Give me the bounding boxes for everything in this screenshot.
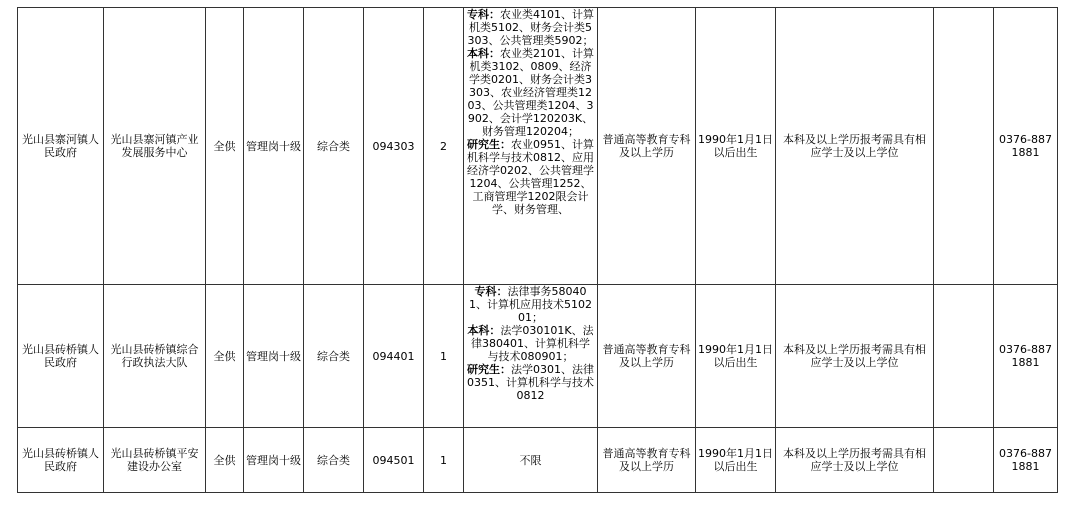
code-cell: 094501 xyxy=(364,428,424,493)
phone-cell: 0376-8871881 xyxy=(994,428,1058,493)
category-cell: 综合类 xyxy=(304,8,364,285)
employer-cell: 光山县砖桥镇人民政府 xyxy=(18,428,104,493)
unit-cell: 光山县砖桥镇平安建设办公室 xyxy=(104,428,206,493)
count-cell: 1 xyxy=(424,428,464,493)
position-cell: 管理岗十级 xyxy=(244,285,304,428)
other-cell xyxy=(934,8,994,285)
education-cell: 普通高等教育专科及以上学历 xyxy=(598,8,696,285)
major-text: 农业类2101、计算机类3102、0809、经济学类0201、财务会计类3303、农业经济管理类1203、公共管理类1204、3902、会计学120203K、财务管理120204； xyxy=(467,47,594,138)
position-cell: 管理岗十级 xyxy=(244,8,304,285)
degree-cell: 本科及以上学历报考需具有相应学士及以上学位 xyxy=(776,285,934,428)
education-cell: 普通高等教育专科及以上学历 xyxy=(598,285,696,428)
major-level-label: 本科： xyxy=(467,47,500,60)
table-row xyxy=(18,428,1058,493)
major-text: 农业类4101、计算机类5102、财务会计类5303、公共管理类5902； xyxy=(467,8,594,47)
major-text: 法学030101K、法律380401、计算机科学与技术080901； xyxy=(471,324,594,363)
unit-cell: 光山县寨河镇产业发展服务中心 xyxy=(104,8,206,285)
phone-cell: 0376-8871881 xyxy=(994,285,1058,428)
code-cell: 094303 xyxy=(364,8,424,285)
count-cell: 2 xyxy=(424,8,464,285)
table-row xyxy=(18,285,1058,428)
major-segment xyxy=(467,47,594,138)
employer-cell: 光山县寨河镇人民政府 xyxy=(18,8,104,285)
major-segment xyxy=(467,363,594,402)
major-cell: 不限 xyxy=(464,428,598,493)
funding-cell: 全供 xyxy=(206,8,244,285)
major-level-label: 研究生： xyxy=(467,138,511,151)
recruitment-table-wrapper xyxy=(17,7,1058,493)
major-level-label: 专科： xyxy=(474,285,508,298)
major-level-label: 专科： xyxy=(467,8,500,21)
category-cell: 综合类 xyxy=(304,285,364,428)
major-segment xyxy=(467,324,594,363)
table-row xyxy=(18,8,1058,285)
major-text: 法学0301、法律0351、计算机科学与技术0812 xyxy=(467,363,594,402)
major-cell xyxy=(464,285,598,428)
funding-cell: 全供 xyxy=(206,285,244,428)
age-cell: 1990年1月1日以后出生 xyxy=(696,428,776,493)
unit-cell: 光山县砖桥镇综合行政执法大队 xyxy=(104,285,206,428)
age-cell: 1990年1月1日以后出生 xyxy=(696,285,776,428)
other-cell xyxy=(934,285,994,428)
recruitment-table xyxy=(17,7,1058,493)
education-cell: 普通高等教育专科及以上学历 xyxy=(598,428,696,493)
major-level-label: 本科： xyxy=(467,324,501,337)
code-cell: 094401 xyxy=(364,285,424,428)
degree-cell: 本科及以上学历报考需具有相应学士及以上学位 xyxy=(776,8,934,285)
major-level-label: 研究生： xyxy=(467,363,511,376)
employer-cell: 光山县砖桥镇人民政府 xyxy=(18,285,104,428)
major-text: 法律事务580401、计算机应用技术510201； xyxy=(469,285,592,324)
major-segment xyxy=(467,8,594,47)
major-text: 农业0951、计算机科学与技术0812、应用经济学0202、公共管理学1204、公共管理1252、工商管理学1202限会计学、财务管理、 xyxy=(467,138,594,216)
phone-cell: 0376-8871881 xyxy=(994,8,1058,285)
major-segment xyxy=(467,285,594,324)
position-cell: 管理岗十级 xyxy=(244,428,304,493)
age-cell: 1990年1月1日以后出生 xyxy=(696,8,776,285)
count-cell: 1 xyxy=(424,285,464,428)
funding-cell: 全供 xyxy=(206,428,244,493)
category-cell: 综合类 xyxy=(304,428,364,493)
other-cell xyxy=(934,428,994,493)
degree-cell: 本科及以上学历报考需具有相应学士及以上学位 xyxy=(776,428,934,493)
major-segment xyxy=(467,138,594,216)
major-cell xyxy=(464,8,598,285)
